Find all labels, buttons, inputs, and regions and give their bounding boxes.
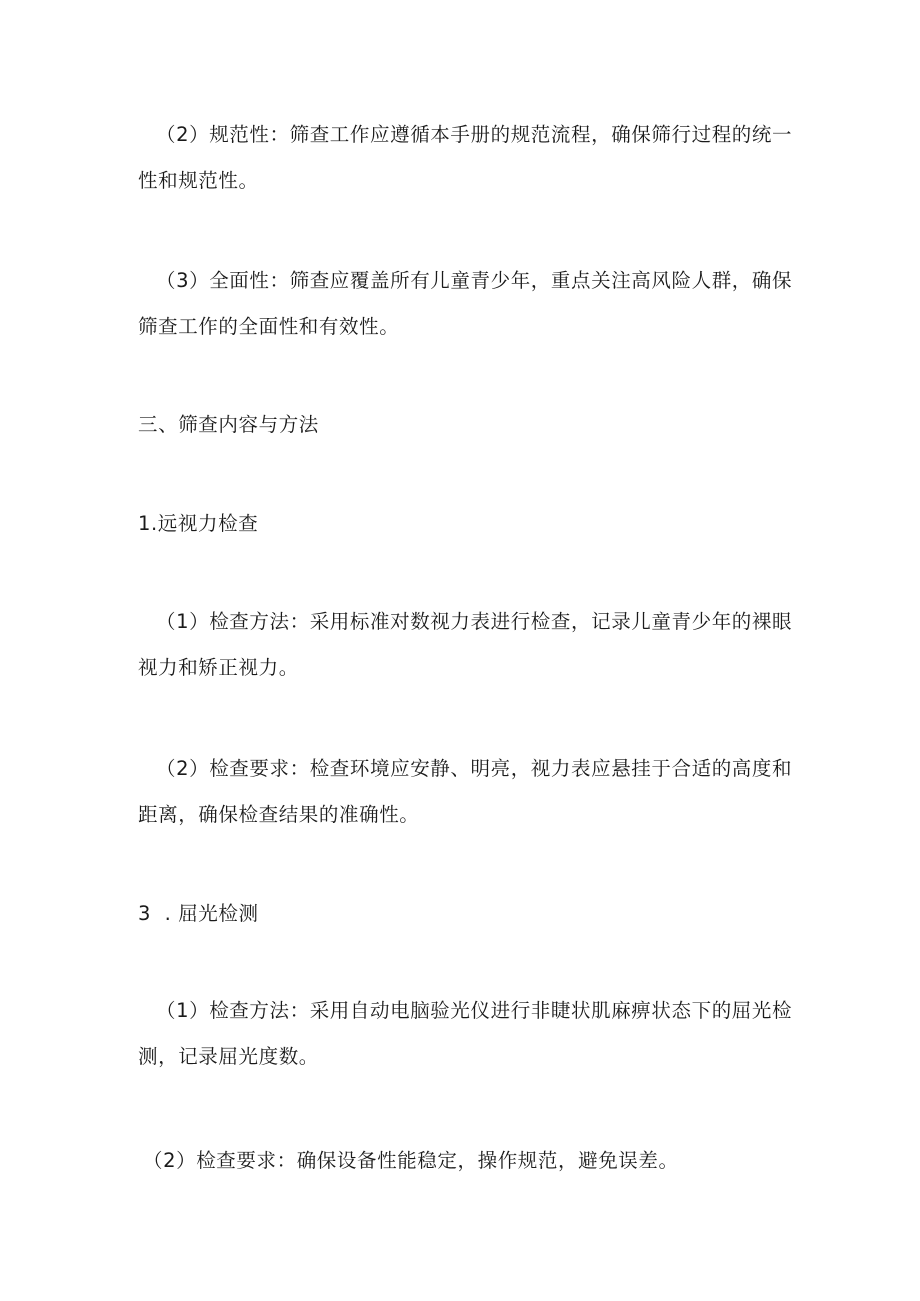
text-line: 视力和矫正视力。	[138, 656, 299, 679]
text-line: 距离，确保检查结果的准确性。	[138, 803, 420, 826]
text-line: （3）全面性：筛查应覆盖所有儿童青少年，重点关注高风险人群，确保	[156, 269, 793, 292]
paragraph-comprehensiveness	[138, 258, 793, 350]
subsection-heading-refraction	[138, 891, 788, 937]
section-heading	[138, 402, 788, 448]
text-line: 测，记录屈光度数。	[138, 1045, 319, 1068]
paragraph-refraction-requirements	[138, 1138, 788, 1184]
subsection-heading-distance-vision	[138, 501, 788, 547]
paragraph-standardization	[138, 112, 793, 204]
heading-text: 三、筛查内容与方法	[138, 413, 319, 436]
heading-text: 3 . 屈光检测	[138, 902, 259, 925]
text-line: （2）规范性：筛查工作应遵循本手册的规范流程，确保筛行过程的统一	[156, 123, 793, 146]
text-line: （1）检查方法：采用标准对数视力表进行检查，记录儿童青少年的裸眼	[156, 610, 793, 633]
text-line: 性和规范性。	[138, 169, 259, 192]
paragraph-vision-method	[138, 599, 793, 691]
text-line: （2）检查要求：确保设备性能稳定，操作规范，避免误差。	[143, 1149, 679, 1172]
text-line: （2）检查要求：检查环境应安静、明亮，视力表应悬挂于合适的高度和	[156, 757, 793, 780]
heading-text: 1.远视力检查	[138, 512, 259, 535]
paragraph-vision-requirements	[138, 746, 793, 838]
text-line: （1）检查方法：采用自动电脑验光仪进行非睫状肌麻痹状态下的屈光检	[156, 999, 793, 1022]
text-line: 筛查工作的全面性和有效性。	[138, 315, 400, 338]
paragraph-refraction-method	[138, 988, 793, 1080]
